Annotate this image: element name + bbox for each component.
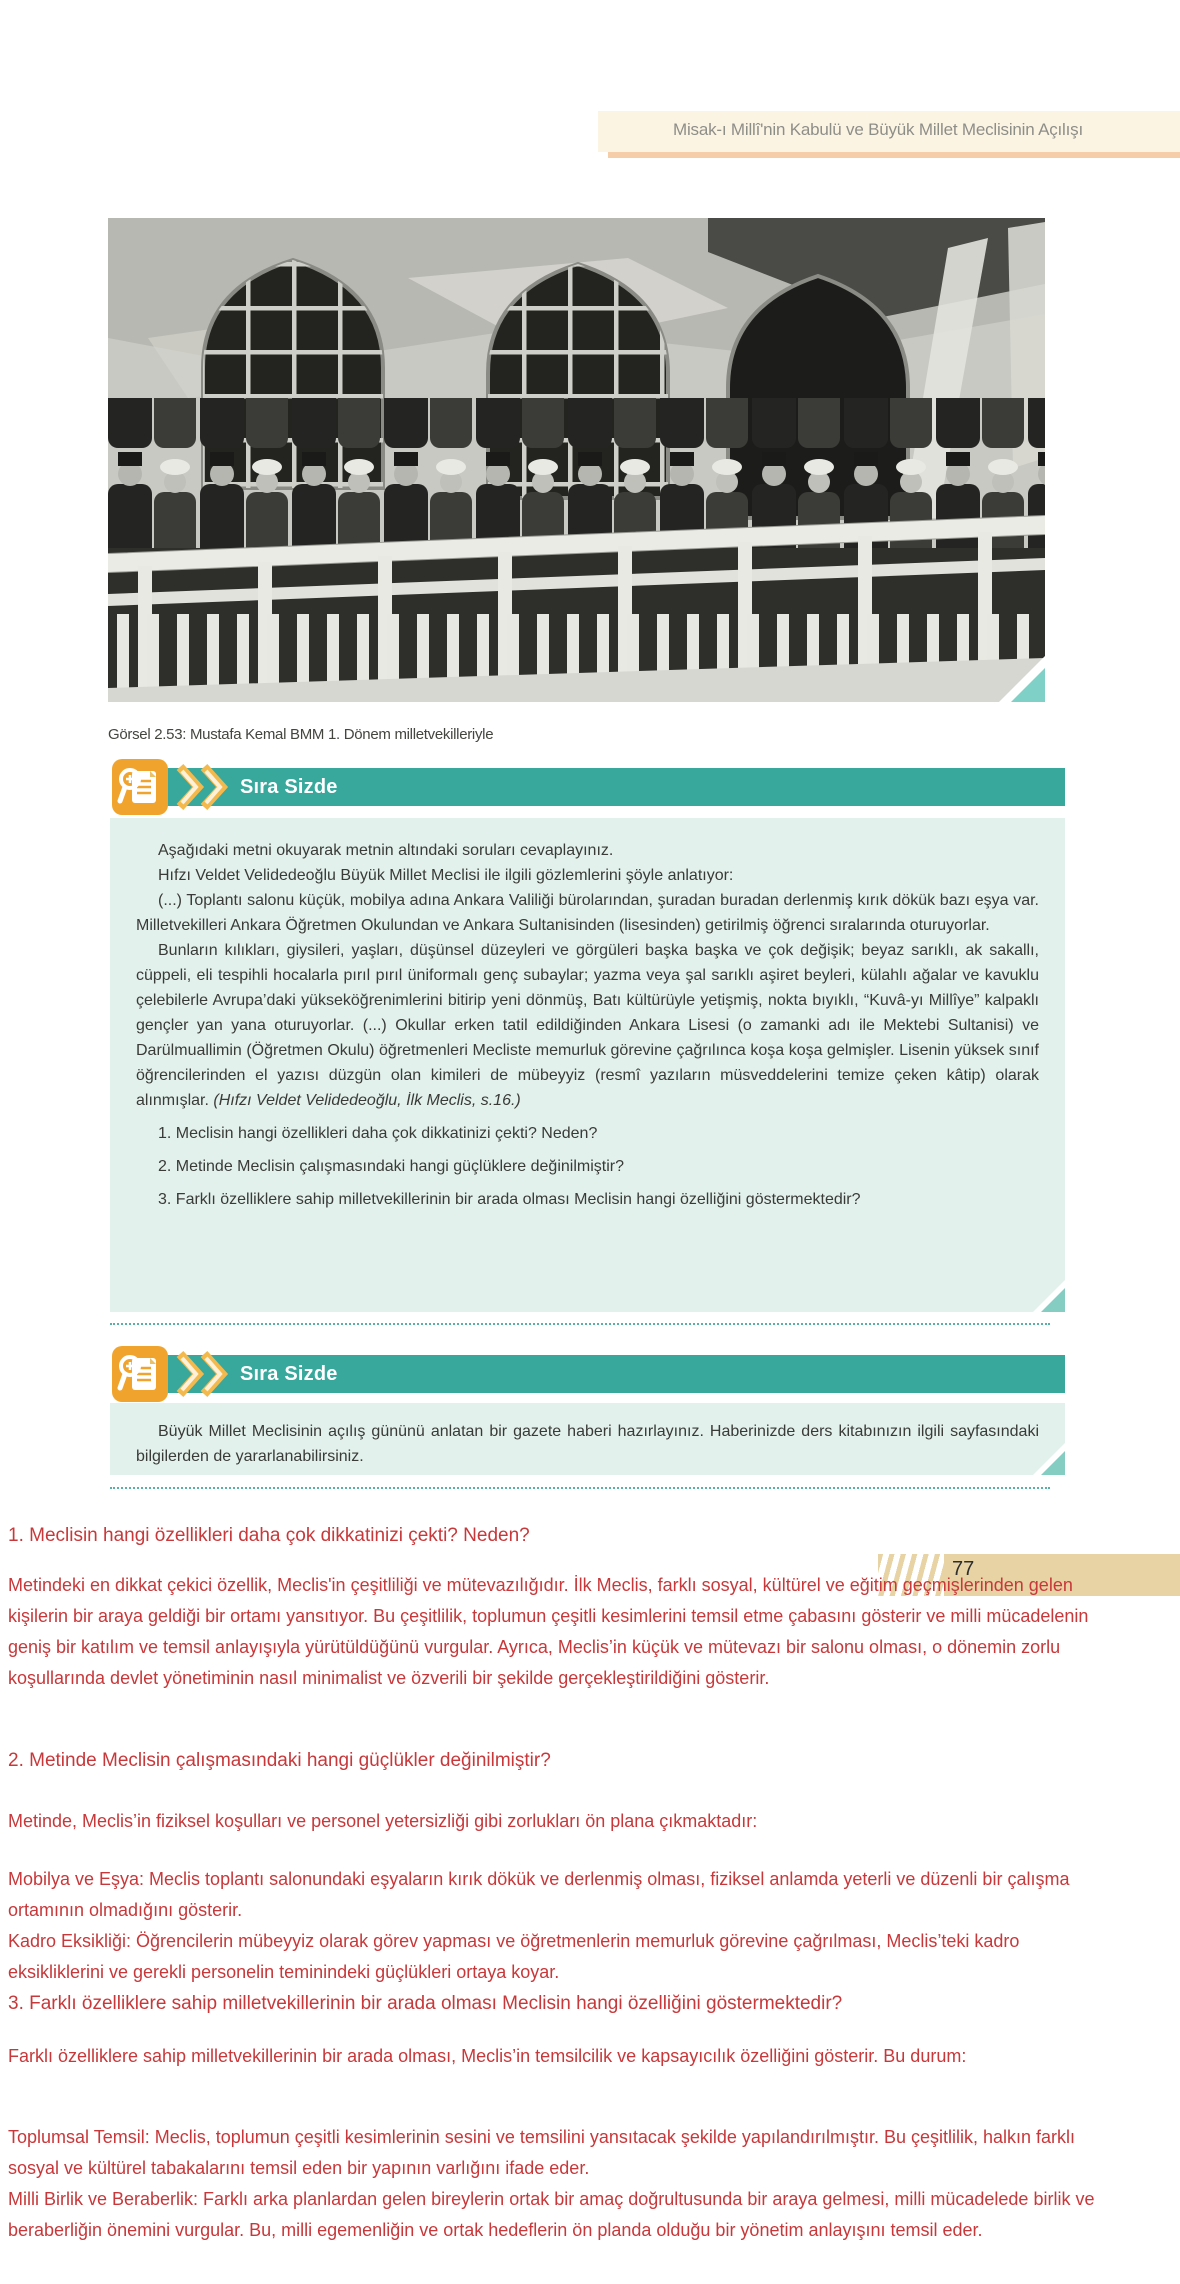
- quote-text: Bunların kılıkları, giysileri, yaşları, düşünsel düzeyleri ve görgüleri başka başka ve çok değişik; beyaz sarıklı, ak sakallı, cüppeli, eli tespihli hocalarla pırıl pırıl üniformalı genç subaylar; yazma veya şal sarıklı aşiret beyleri, külahlı ağalar ve kavuklu çelebilerle Avrupa’daki yükseköğrenimlerini bitirip yeni dönmüş, Batı kültürüyle yetişmiş, nokta bıyıklı, “Kuvâ-yı Millîye” kalpaklı gençler yan yana oturuyorlar. (...) Okullar erken tatil edildiğinden Ankara Lisesi (o zamanki adı ile Mektebi Sultanisi) ve Darülmuallimin (Öğretmen Okulu) öğretmenleri Mecliste memurluk görevine çağrılınca koşa koşa gelmişler. Lisenin yüksek sınıf öğrencilerinden el yazısı düzgün olan kimileri de mübeyyiz (resmî yazıların müsveddelerini temize çeken kâtip) olarak alınmışlar.: [136, 942, 1039, 1109]
- sira-sizde-banner-1: [140, 768, 1065, 806]
- dotted-separator: [110, 1487, 1050, 1489]
- quote-source: (Hıfzı Veldet Velidedeoğlu, İlk Meclis, s.16.): [213, 1092, 521, 1109]
- magnifier-document-icon: [112, 759, 168, 815]
- photo-caption: Görsel 2.53: Mustafa Kemal BMM 1. Dönem milletvekilleriyle: [108, 726, 494, 743]
- answer-2-item-furniture: Mobilya ve Eşya: Meclis toplantı salonundaki eşyaların kırık dökük ve derlenmiş olması, fiziksel anlamda yeterli ve düzenli bir çalışma ortamının olmadığını gösterir.: [8, 1869, 1070, 1920]
- activity2-text: Büyük Millet Meclisinin açılış gününü anlatan bir gazete haberi hazırlayınız. Haberinizde ders kitabınızın ilgili sayfasındaki bilgilerden de yararlanabilirsiniz.: [136, 1423, 1039, 1465]
- sira-sizde-banner-2: [140, 1355, 1065, 1393]
- answer-2-intro: Metinde, Meclis’in fiziksel koşulları ve personel yetersizliği gibi zorlukları ön plana çıkmaktadır:: [8, 1811, 758, 1831]
- activity1-question-1: 1. Meclisin hangi özellikleri daha çok dikkatinizi çekti? Neden?: [158, 1125, 598, 1142]
- fold-triangle: [1041, 1288, 1065, 1312]
- activity1-quote-1: (...) Toplantı salonu küçük, mobilya adına Ankara Valiliği bürolarından, şuradan buradan derlenmiş kırık dökük bazı eşya var. Milletvekilleri Ankara Öğretmen Okulundan ve Ankara Sultanisinden (lisesinden) getirilmiş öğrenci sıralarında oturuyorlar.: [136, 892, 1039, 934]
- answer-question-3: 3. Farklı özelliklere sahip milletvekillerinin bir arada olması Meclisin hangi özelliğini göstermektedir?: [8, 1993, 843, 2014]
- activity1-instruction: Aşağıdaki metni okuyarak metnin altındaki soruları cevaplayınız.: [158, 842, 614, 859]
- activity-box-1: [110, 818, 1065, 1312]
- answer-question-2: 2. Metinde Meclisin çalışmasındaki hangi güçlükler değinilmiştir?: [8, 1750, 551, 1771]
- dotted-separator: [110, 1323, 1050, 1325]
- photo-illustration: [108, 218, 1045, 702]
- magnifier-document-icon: [112, 1346, 168, 1402]
- activity-box-2: [110, 1403, 1065, 1475]
- header-accent-strip: [608, 152, 1180, 158]
- chevron-right-icon: [174, 763, 238, 816]
- activity1-quote-2: [136, 938, 1039, 1113]
- banner-label: Sıra Sizde: [240, 776, 338, 798]
- activity1-lead: Hıfzı Veldet Velidedeoğlu Büyük Millet Meclisi ile ilgili gözlemlerini şöyle anlatıyor:: [158, 867, 734, 884]
- fold-triangle: [1041, 1451, 1065, 1475]
- banner-label: Sıra Sizde: [240, 1363, 338, 1385]
- answer-3-item-representation: Toplumsal Temsil: Meclis, toplumun çeşitli kesimlerinin sesini ve temsilini yansıtacak şekilde yapılandırılmıştır. Bu çeşitlilik, halkın farklı sosyal ve kültürel tabakalarını temsil eden bir yapının varlığını ifade eder.: [8, 2127, 1076, 2178]
- page-title: Misak-ı Millî'nin Kabulü ve Büyük Millet Meclisinin Açılışı: [673, 120, 1083, 139]
- activity1-question-2: 2. Metinde Meclisin çalışmasındaki hangi güçlüklere değinilmiştir?: [158, 1158, 624, 1175]
- answer-1: Metindeki en dikkat çekici özellik, Meclis'in çeşitliliği ve mütevazılığıdır. İlk Meclis, farklı sosyal, kültürel ve eğitim geçmişlerinden gelen kişilerin bir araya geldiği bir ortamı yansıtıyor. Bu çeşitlilik, toplumun çeşitli kesimlerini temsil etme çabasını gösterir ve milli mücadelenin geniş bir katılım ve temsil anlayışıyla yürütüldüğünü vurgular. Ayrıca, Meclis’in küçük ve mütevazı bir salonu olması, o dönemin zorlu koşullarında devlet yönetiminin nasıl minimalist ve özverili bir şekilde gerçekleştirildiğini gösterir.: [8, 1575, 1089, 1688]
- chevron-right-icon: [174, 1350, 238, 1403]
- answer-2-item-staff: Kadro Eksikliği: Öğrencilerin mübeyyiz olarak görev yapması ve öğretmenlerin memurluk görevine çağrılması, Meclis’teki kadro eksikliklerini ve gerekli personelin teminindeki güçlükleri ortaya koyar.: [8, 1931, 1020, 1982]
- answer-question-1: 1. Meclisin hangi özellikleri daha çok dikkatinizi çekti? Neden?: [8, 1525, 530, 1546]
- page-number: 77: [952, 1558, 975, 1580]
- answer-3-intro: Farklı özelliklere sahip milletvekillerinin bir arada olması, Meclis’in temsilcilik ve kapsayıcılık özelliğini gösterir. Bu durum:: [8, 2046, 967, 2066]
- answer-3-item-unity: Milli Birlik ve Beraberlik: Farklı arka planlardan gelen bireylerin ortak bir amaç doğrultusunda bir araya gelmesi, milli mücadelede birlik ve beraberliğin önemini vurgular. Bu, milli egemenliğin ve ortak hedeflerin ön planda olduğu bir yönetim anlayışını temsil eder.: [8, 2189, 1095, 2240]
- activity1-question-3: 3. Farklı özelliklere sahip milletvekillerinin bir arada olması Meclisin hangi özelliğini göstermektedir?: [158, 1191, 861, 1208]
- photo: [108, 218, 1045, 702]
